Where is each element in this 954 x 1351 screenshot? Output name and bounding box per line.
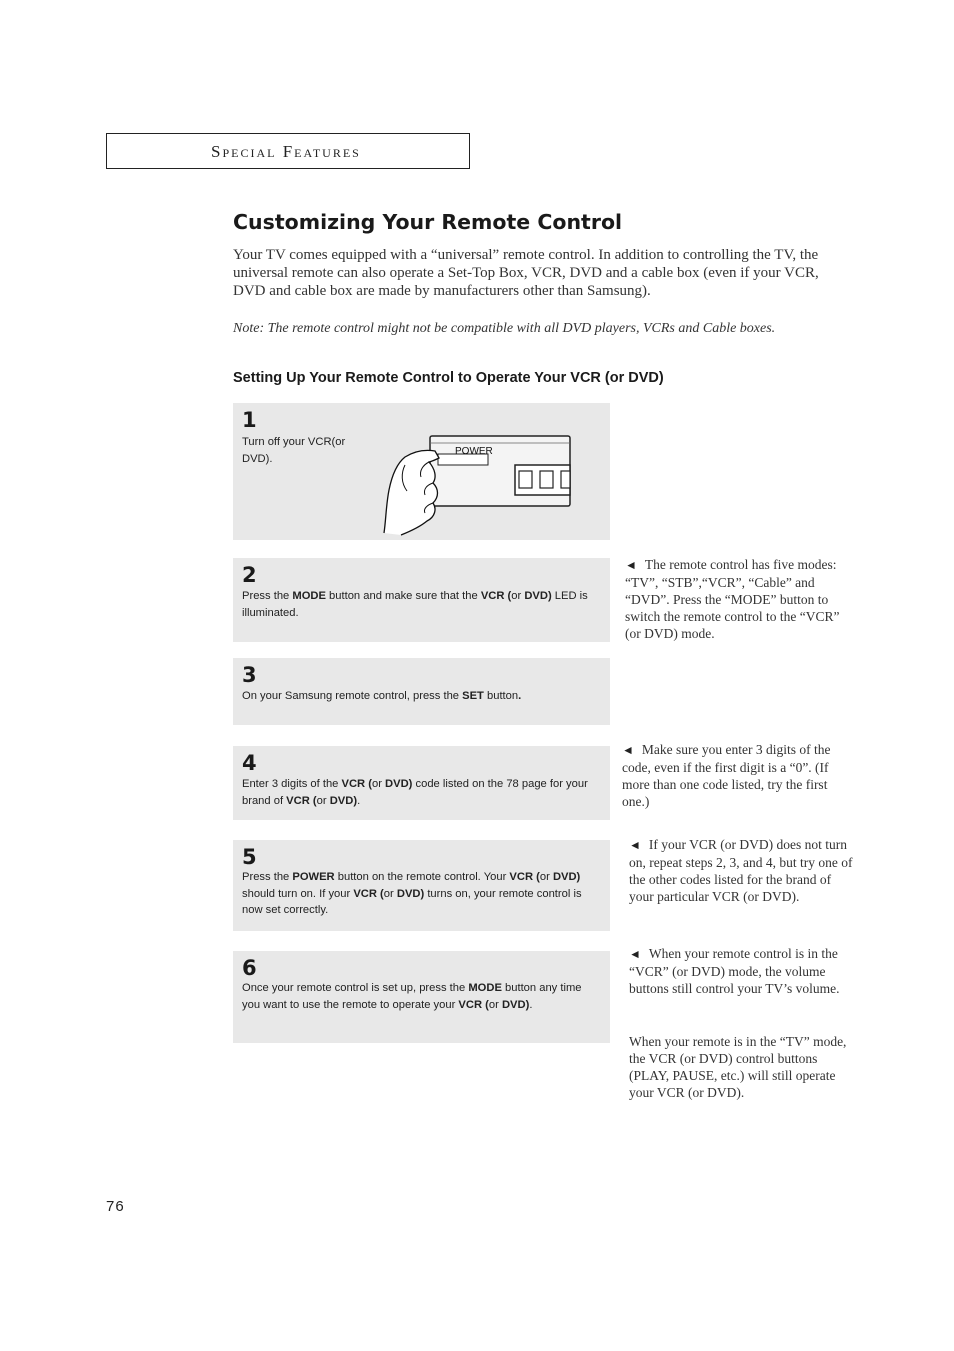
- step-text: Enter 3 digits of the VCR (or DVD) code listed on the 78 page for your brand of VCR (or DVD).: [242, 778, 588, 807]
- section-title: Special Features: [211, 142, 361, 161]
- step-text: Press the MODE button and make sure that the VCR (or DVD) LED is illuminated.: [242, 590, 588, 619]
- step-4-box: [233, 746, 610, 820]
- step-number: 6: [242, 956, 257, 980]
- step-text: Turn off your VCR(or DVD).: [242, 436, 346, 465]
- side-note-power: ◄ If your VCR (or DVD) does not turn on, repeat steps 2, 3, and 4, but try one of the other codes listed for the brand of your particular VCR (or DVD).: [629, 837, 853, 904]
- step-number: 2: [242, 563, 257, 587]
- section-subheading: Setting Up Your Remote Control to Operate Your VCR (or DVD): [233, 370, 664, 386]
- arrow-left-icon: ◄: [622, 743, 634, 757]
- step-3-box: [233, 658, 610, 725]
- remote-power-button-illustration: [383, 425, 573, 540]
- step-text: Press the POWER button on the remote control. Your VCR (or DVD) should turn on. If your VCR (or DVD) turns on, your remote control is now set correctly.: [242, 871, 582, 916]
- side-note-digits: ◄ Make sure you enter 3 digits of the code, even if the first digit is a “0”. (If more than one code listed, try the first one.): [622, 742, 831, 809]
- step-number: 3: [242, 663, 257, 687]
- intro-paragraph: Your TV comes equipped with a “universal” remote control. In addition to controlling the TV, the universal remote can also operate a Set-Top Box, VCR, DVD and a cable box (even if your VCR, DVD and cable box are made by manufacturers other than Samsung).: [233, 247, 819, 299]
- step-number: 4: [242, 751, 257, 775]
- step-1-box: [233, 403, 610, 540]
- step-6-box: [233, 951, 610, 1043]
- side-note-modes: ◄ The remote control has five modes: “TV”, “STB”,“VCR”, “Cable” and “DVD”. Press the “MODE” button to switch the remote control to the “VCR” (or DVD) mode.: [625, 557, 840, 641]
- arrow-left-icon: ◄: [629, 838, 641, 852]
- step-2-box: [233, 558, 610, 642]
- arrow-left-icon: ◄: [629, 947, 641, 961]
- arrow-left-icon: ◄: [625, 558, 637, 572]
- side-note-tv-mode: When your remote is in the “TV” mode, the VCR (or DVD) control buttons (PLAY, PAUSE, etc.) will still operate your VCR (or DVD).: [629, 1034, 847, 1100]
- page-number: 76: [106, 1198, 125, 1215]
- side-note-volume: ◄ When your remote control is in the “VCR” (or DVD) mode, the volume buttons still control your TV’s volume.: [629, 946, 840, 996]
- power-label: POWER: [455, 446, 493, 457]
- page-title: Customizing Your Remote Control: [233, 210, 623, 234]
- section-header-box: [106, 133, 470, 169]
- step-5-box: [233, 840, 610, 931]
- step-number: 5: [242, 845, 257, 869]
- step-text: Once your remote control is set up, press the MODE button any time you want to use the remote to operate your VCR (or DVD).: [242, 982, 582, 1011]
- step-number: 1: [242, 408, 257, 432]
- compatibility-note: Note: The remote control might not be compatible with all DVD players, VCRs and Cable boxes.: [233, 321, 776, 336]
- step-text: On your Samsung remote control, press the SET button.: [242, 690, 522, 702]
